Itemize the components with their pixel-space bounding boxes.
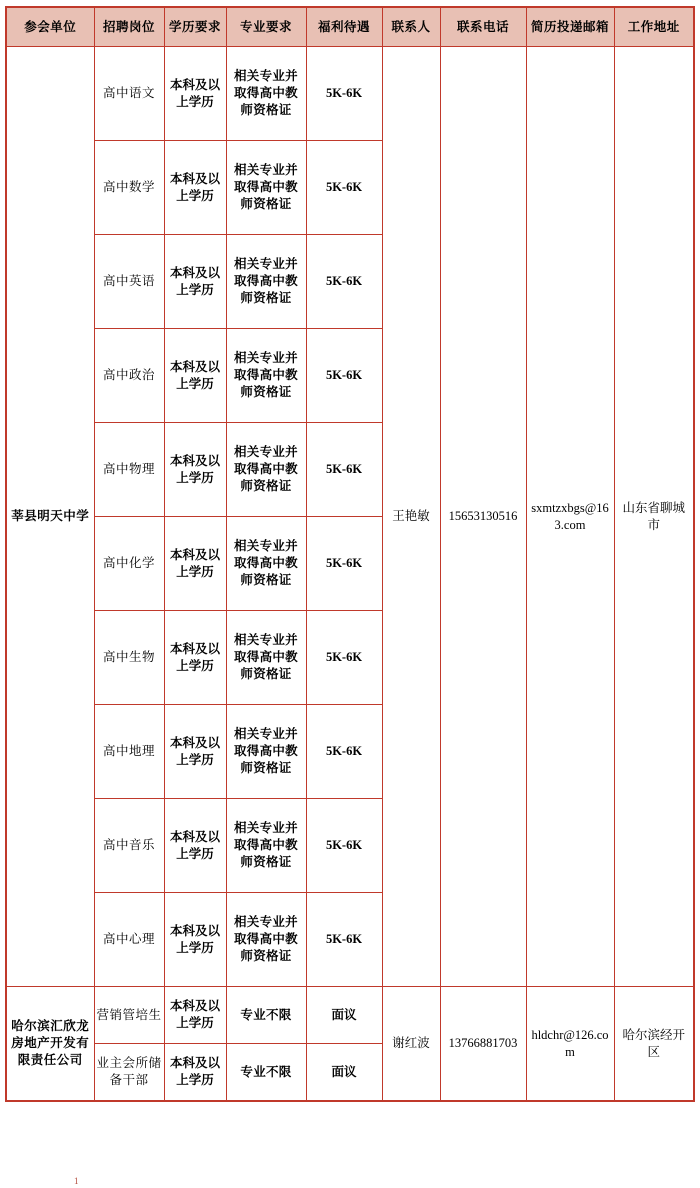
recruitment-table xyxy=(5,6,695,1102)
cell-salary: 5K-6K xyxy=(306,47,382,141)
cell-salary: 5K-6K xyxy=(306,141,382,235)
cell-education: 本科及以上学历 xyxy=(164,987,226,1044)
cell-phone: 13766881703 xyxy=(440,987,526,1102)
cell-salary: 面议 xyxy=(306,987,382,1044)
column-header-salary: 福利待遇 xyxy=(306,7,382,47)
table-body xyxy=(6,47,694,1102)
cell-address: 山东省聊城市 xyxy=(614,47,694,987)
cell-position: 营销管培生 xyxy=(94,987,164,1044)
cell-position: 高中语文 xyxy=(94,47,164,141)
cell-position: 高中化学 xyxy=(94,517,164,611)
cell-salary: 5K-6K xyxy=(306,893,382,987)
cell-salary: 5K-6K xyxy=(306,799,382,893)
cell-major: 相关专业并取得高中教师资格证 xyxy=(226,799,306,893)
cell-position: 高中物理 xyxy=(94,423,164,517)
cell-education: 本科及以上学历 xyxy=(164,423,226,517)
cell-salary: 5K-6K xyxy=(306,611,382,705)
cell-major: 专业不限 xyxy=(226,987,306,1044)
column-header-major: 专业要求 xyxy=(226,7,306,47)
cell-salary: 5K-6K xyxy=(306,235,382,329)
cell-major: 相关专业并取得高中教师资格证 xyxy=(226,893,306,987)
cell-position: 高中政治 xyxy=(94,329,164,423)
table-row xyxy=(6,47,694,141)
cell-salary: 5K-6K xyxy=(306,517,382,611)
cell-position: 高中音乐 xyxy=(94,799,164,893)
cell-position: 高中英语 xyxy=(94,235,164,329)
cell-unit: 哈尔滨汇欣龙房地产开发有限责任公司 xyxy=(6,987,94,1102)
cell-major: 相关专业并取得高中教师资格证 xyxy=(226,611,306,705)
cell-education: 本科及以上学历 xyxy=(164,799,226,893)
cell-contact: 谢红波 xyxy=(382,987,440,1102)
cell-education: 本科及以上学历 xyxy=(164,47,226,141)
table-header-row xyxy=(6,7,694,47)
cell-education: 本科及以上学历 xyxy=(164,141,226,235)
column-header-contact: 联系人 xyxy=(382,7,440,47)
cell-salary: 5K-6K xyxy=(306,705,382,799)
table-row xyxy=(6,987,694,1044)
cell-position: 高中数学 xyxy=(94,141,164,235)
page-number: 1 xyxy=(74,1176,79,1186)
cell-email: sxmtzxbgs@163.com xyxy=(526,47,614,987)
cell-major: 相关专业并取得高中教师资格证 xyxy=(226,47,306,141)
cell-position: 高中心理 xyxy=(94,893,164,987)
cell-phone: 15653130516 xyxy=(440,47,526,987)
cell-education: 本科及以上学历 xyxy=(164,517,226,611)
cell-salary: 5K-6K xyxy=(306,329,382,423)
cell-unit: 莘县明天中学 xyxy=(6,47,94,987)
cell-education: 本科及以上学历 xyxy=(164,235,226,329)
cell-education: 本科及以上学历 xyxy=(164,705,226,799)
cell-position: 业主会所储备干部 xyxy=(94,1044,164,1102)
cell-email: hldchr@126.com xyxy=(526,987,614,1102)
column-header-phone: 联系电话 xyxy=(440,7,526,47)
column-header-email: 简历投递邮箱 xyxy=(526,7,614,47)
cell-position: 高中生物 xyxy=(94,611,164,705)
column-header-education: 学历要求 xyxy=(164,7,226,47)
cell-major: 相关专业并取得高中教师资格证 xyxy=(226,517,306,611)
cell-education: 本科及以上学历 xyxy=(164,1044,226,1102)
cell-major: 专业不限 xyxy=(226,1044,306,1102)
cell-education: 本科及以上学历 xyxy=(164,611,226,705)
column-header-address: 工作地址 xyxy=(614,7,694,47)
cell-major: 相关专业并取得高中教师资格证 xyxy=(226,423,306,517)
cell-contact: 王艳敏 xyxy=(382,47,440,987)
cell-major: 相关专业并取得高中教师资格证 xyxy=(226,329,306,423)
cell-major: 相关专业并取得高中教师资格证 xyxy=(226,705,306,799)
table-header xyxy=(6,7,694,47)
cell-major: 相关专业并取得高中教师资格证 xyxy=(226,235,306,329)
cell-education: 本科及以上学历 xyxy=(164,893,226,987)
cell-salary: 5K-6K xyxy=(306,423,382,517)
cell-major: 相关专业并取得高中教师资格证 xyxy=(226,141,306,235)
cell-salary: 面议 xyxy=(306,1044,382,1102)
cell-position: 高中地理 xyxy=(94,705,164,799)
cell-address: 哈尔滨经开区 xyxy=(614,987,694,1102)
cell-education: 本科及以上学历 xyxy=(164,329,226,423)
column-header-position: 招聘岗位 xyxy=(94,7,164,47)
column-header-unit: 参会单位 xyxy=(6,7,94,47)
